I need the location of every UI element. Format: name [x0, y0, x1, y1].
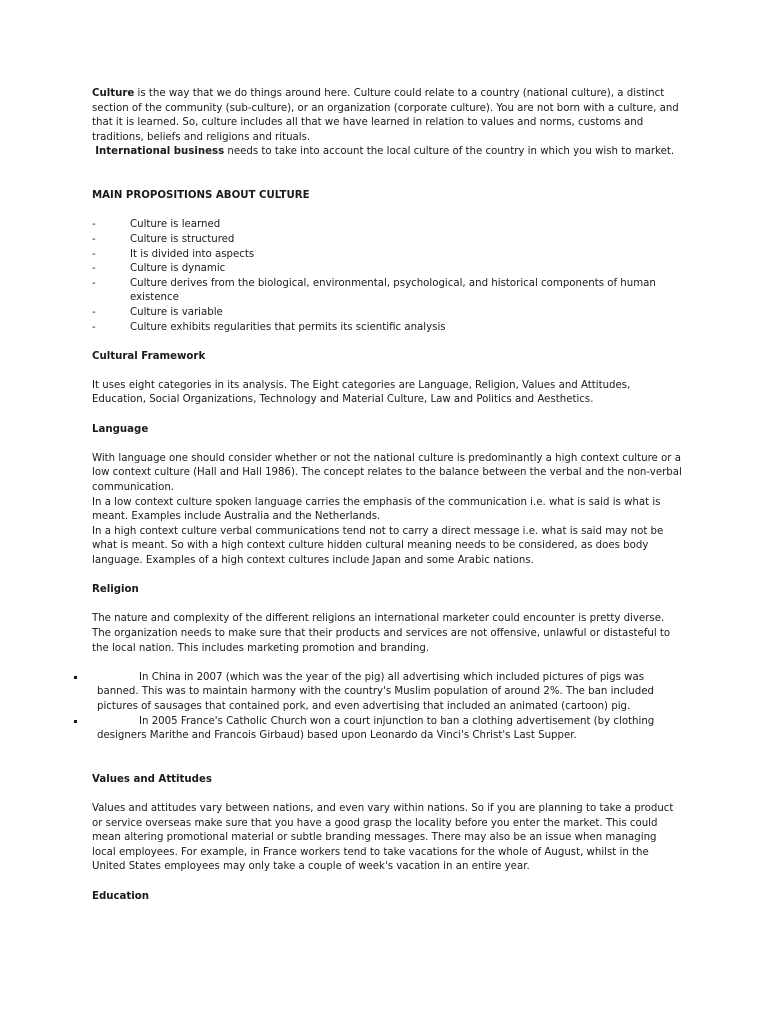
dash-marker: - — [92, 321, 96, 333]
international-business-paragraph — [92, 145, 682, 160]
list-item: - Culture is learned — [92, 218, 682, 233]
dash-marker: - — [92, 306, 96, 318]
square-bullet-icon — [74, 676, 77, 679]
propositions-heading: MAIN PROPOSITIONS ABOUT CULTURE — [92, 190, 310, 202]
dash-marker: - — [92, 263, 96, 275]
values-attitudes-paragraph: Values and attitudes vary between nations, and even vary within nations. So if you are planning to take a product or service overseas make sure that you have a good grasp the locality before you enter the market. This could mean altering promotional material or subtle branding messages. There may also be an issue when managing local employees. For example, in France workers tend to take vacations for the whole of August, whilst in the United States employees may only take a couple of week's vacation in an entire year. — [92, 803, 674, 873]
dash-marker: - — [92, 233, 96, 245]
international-business-term: International business — [95, 146, 225, 158]
cultural-framework-heading: Cultural Framework — [92, 350, 206, 362]
religion-heading: Religion — [92, 584, 139, 596]
list-item: - Culture is dynamic — [92, 262, 682, 277]
list-item: In 2005 France's Catholic Church won a court injunction to ban a clothing advertisement (by clothing designers Marithe and Francois Girbaud) based upon Leonardo da Vinci's Christ's Last Supper. — [92, 715, 682, 744]
document-page — [92, 87, 682, 904]
culture-term: Culture — [92, 88, 135, 99]
dash-marker: - — [92, 219, 96, 231]
language-paragraph-3: In a high context culture verbal communications tend not to carry a direct message i.e. what is said may not be what is meant. So with a high context culture hidden cultural meaning needs to be considered, as does body language. Examples of a high context cultures include Japan and some Arabic nations. — [92, 525, 664, 566]
list-item: - Culture is structured — [92, 233, 682, 248]
square-bullet-icon — [74, 720, 77, 723]
list-item: - It is divided into aspects — [92, 248, 682, 263]
dash-marker: - — [92, 248, 96, 260]
language-paragraph-1: With language one should consider whether or not the national culture is predominantly a high context culture or a low context culture (Hall and Hall 1986). The concept relates to the balance between the verbal and the non-verbal communication. — [92, 452, 682, 494]
list-item: - Culture exhibits regularities that permits its scientific analysis — [92, 321, 682, 336]
cultural-framework-paragraph: It uses eight categories in its analysis. The Eight categories are Language, Religion, Values and Attitudes, Education, Social Organizations, Technology and Material Culture, Law and Politics and Aesthetics. — [92, 379, 631, 406]
language-paragraph-2: In a low context culture spoken language carries the emphasis of the communication i.e. what is said is what is meant. Examples include Australia and the Netherlands. — [92, 496, 661, 523]
religion-paragraph: The nature and complexity of the different religions an international marketer could encounter is pretty diverse. The organization needs to make sure that their products and services are not offensive, unlawful or distasteful to the local nation. This includes marketing promotion and branding. — [92, 613, 671, 654]
intro-paragraph — [92, 87, 682, 145]
propositions-list — [92, 218, 682, 335]
language-heading: Language — [92, 423, 149, 435]
culture-definition: is the way that we do things around here. Culture could relate to a country (national culture), a distinct section of the community (sub-culture), or an organization (corporate culture). You are not born with a culture, and that it is learned. So, culture includes all that we have learned in relation to values and norms, customs and traditions, beliefs and religions and rituals. — [92, 88, 679, 143]
religion-examples-list — [92, 671, 682, 744]
list-item: - Culture derives from the biological, environmental, psychological, and historical components of human existence — [92, 277, 656, 304]
values-attitudes-heading: Values and Attitudes — [92, 773, 212, 785]
dash-marker: - — [92, 277, 96, 289]
list-item: In China in 2007 (which was the year of the pig) all advertising which included pictures of pigs was banned. This was to maintain harmony with the country's Muslim population of around 2%. The ban included pictures of sausages that contained pork, and even advertising that included an animated (cartoon) pig. — [92, 671, 682, 715]
international-business-text: needs to take into account the local culture of the country in which you wish to market. — [224, 146, 675, 158]
list-item: - Culture is variable — [92, 306, 682, 321]
education-heading: Education — [92, 890, 150, 902]
